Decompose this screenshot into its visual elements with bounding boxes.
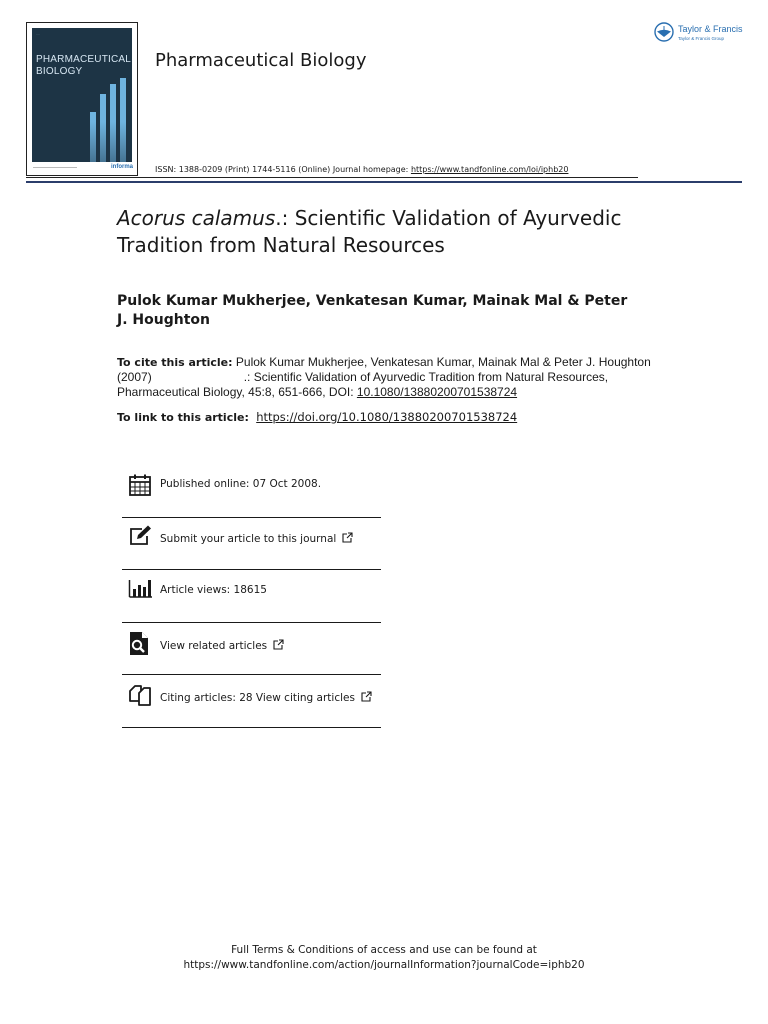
bar-chart-icon xyxy=(128,576,152,600)
cite-text-2: .: Scientific Validation of Ayurvedic Tradition from Natural Resources, Pharmaceutical Biology, 45:8, 651-666, DOI: xyxy=(117,370,609,399)
citing-articles-link[interactable]: Citing articles: 28 View citing articles xyxy=(160,691,372,704)
search-document-icon xyxy=(128,631,152,655)
cover-publisher-logo: informa xyxy=(110,164,133,170)
calendar-icon xyxy=(128,473,152,497)
related-articles-row[interactable] xyxy=(122,623,381,675)
link-label: To link to this article: xyxy=(117,411,249,424)
cite-doi-link[interactable]: 10.1080/13880200701538724 xyxy=(356,385,518,399)
header-divider xyxy=(26,181,742,183)
article-doi-url[interactable]: https://doi.org/10.1080/13880200701538724 xyxy=(256,410,518,424)
publisher-logo xyxy=(654,22,748,48)
article-views-row xyxy=(122,571,381,623)
cover-title: PHARMACEUTICAL BIOLOGY xyxy=(36,54,132,77)
footer-terms-link[interactable]: https://www.tandfonline.com/action/journalInformation?journalCode=iphb20 xyxy=(183,959,585,971)
authors: Pulok Kumar Mukherjee, Venkatesan Kumar, Mainak Mal & Peter J. Houghton xyxy=(117,293,628,328)
taylor-francis-icon xyxy=(654,22,674,42)
submit-article-link[interactable]: Submit your article to this journal xyxy=(160,532,353,545)
article-title-italic: Acorus calamus xyxy=(117,206,276,230)
citing-icon xyxy=(128,683,152,707)
external-link-icon xyxy=(273,639,284,650)
footer-terms-text: Full Terms & Conditions of access and use can be found at xyxy=(231,944,537,956)
citation-block xyxy=(117,355,677,400)
article-title xyxy=(117,205,677,259)
header-divider-thin xyxy=(26,177,638,178)
journal-homepage-link[interactable]: https://www.tandfonline.com/loi/iphb20 xyxy=(410,165,569,174)
external-link-icon xyxy=(361,691,372,702)
published-online-text: Published online: 07 Oct 2008. xyxy=(160,478,322,490)
footer xyxy=(0,943,768,973)
publisher-name: Taylor & Francis xyxy=(678,24,743,34)
issn-line xyxy=(155,165,568,174)
article-title-rest: .: Scientific Validation of Ayurvedic Tradition from Natural Resources xyxy=(117,206,622,257)
submit-article-row[interactable] xyxy=(122,518,381,570)
cite-label: To cite this article: xyxy=(117,356,233,369)
external-link-icon xyxy=(342,532,353,543)
article-link-block xyxy=(117,410,517,424)
article-views-text: Article views: 18615 xyxy=(160,584,267,596)
cite-text-1: Pulok Kumar Mukherjee, Venkatesan Kumar, Mainak Mal & Peter J. Houghton (2007) xyxy=(117,355,651,384)
cover-artwork: ···· PHARMACEUTICAL BIOLOGY xyxy=(32,28,132,162)
related-articles-link[interactable]: View related articles xyxy=(160,639,284,652)
publisher-tagline: Taylor & Francis Group xyxy=(678,36,725,41)
issn-text: ISSN: 1388-0209 (Print) 1744-5116 (Online) Journal homepage: xyxy=(155,165,409,174)
journal-cover xyxy=(26,22,138,176)
published-online-row xyxy=(122,466,381,518)
edit-icon xyxy=(128,524,152,548)
journal-name: Pharmaceutical Biology xyxy=(155,50,367,71)
citing-articles-row[interactable] xyxy=(122,676,381,728)
